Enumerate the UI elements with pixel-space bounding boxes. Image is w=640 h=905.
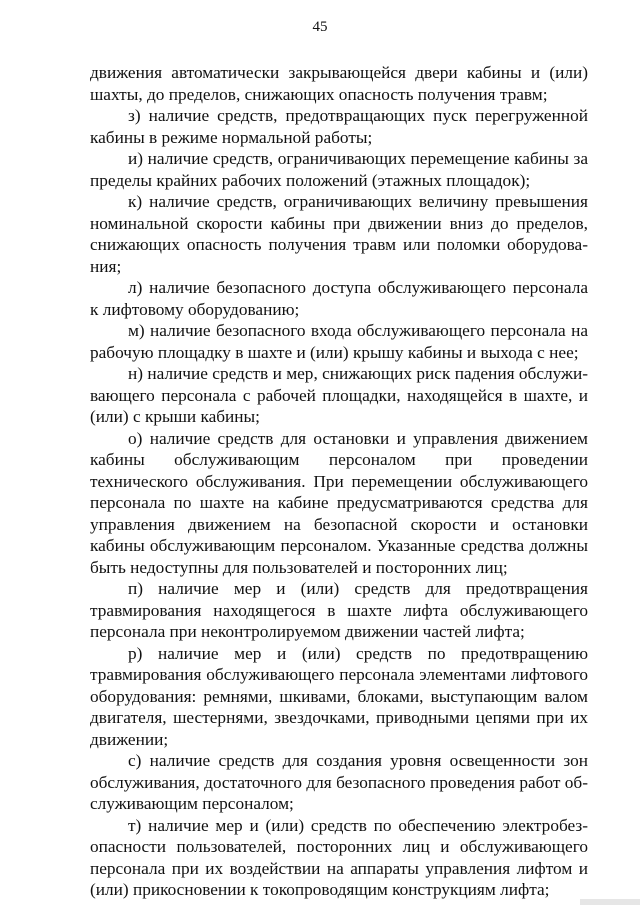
paragraph-s: с) наличие средств для создания уровня освещенности зон обслуживания, достаточного для безопасного проведения работ обслуживающим персоналом;	[90, 751, 588, 813]
paragraph-o: о) наличие средств для остановки и управления движением кабины обслуживающим персоналом при проведении технического обслуживания. При перемещении обслуживающего персонала по шахте на кабине предусматриваются средства для управления движением на безопасной скорости и остановки кабины обслуживающим персоналом. Указанные средства должны быть недоступны для пользователей и посторонних лиц;	[90, 428, 588, 577]
paragraph-continuation: движения автоматически закрывающейся двери кабины и (или) шахты, до пределов, снижающих опасность получения травм;	[90, 63, 588, 104]
paragraph-z: з) наличие средств, предотвращающих пуск перегруженной кабины в режиме нормальной работы;	[90, 106, 588, 147]
paragraph-k: к) наличие средств, ограничивающих величину превышения номинальной скорости кабины при движении вниз до пределов, снижающих опасность получения травм или поломки оборудования;	[90, 192, 588, 276]
paragraph-n: н) наличие средств и мер, снижающих риск падения обслуживающего персонала с рабочей площадки, находящейся в шахте, и (или) с крыши кабины;	[90, 364, 588, 426]
paragraph-l: л) наличие безопасного доступа обслуживающего персонала к лифтовому оборудованию;	[90, 278, 588, 319]
scan-edge-mark	[580, 899, 640, 905]
paragraph-m: м) наличие безопасного входа обслуживающего персонала на рабочую площадку в шахте и (или) крышу кабины и выхода с нее;	[90, 321, 588, 362]
paragraph-p: п) наличие мер и (или) средств для предотвращения травмирования находящегося в шахте лифта обслуживающего персонала при неконтролируемом движении частей лифта;	[90, 579, 588, 641]
paragraph-i: и) наличие средств, ограничивающих перемещение кабины за пределы крайних рабочих положений (этажных площадок);	[90, 149, 588, 190]
body-text	[90, 62, 588, 901]
page-number: 45	[312, 19, 328, 35]
paragraph-r: р) наличие мер и (или) средств по предотвращению травмирования обслуживающего персонала элементами лифтового оборудования: ремнями, шкивами, блоками, выступающим валом двигателя, шестернями, звездочками, приводными цепями при их движении;	[90, 643, 588, 749]
paragraph-t: т) наличие мер и (или) средств по обеспечению электробезопасности пользователей, посторонних лиц и обслуживающего персонала при их воздействии на аппараты управления лифтом и (или) прикосновении к токопроводящим конструкциям лифта;	[90, 815, 588, 899]
